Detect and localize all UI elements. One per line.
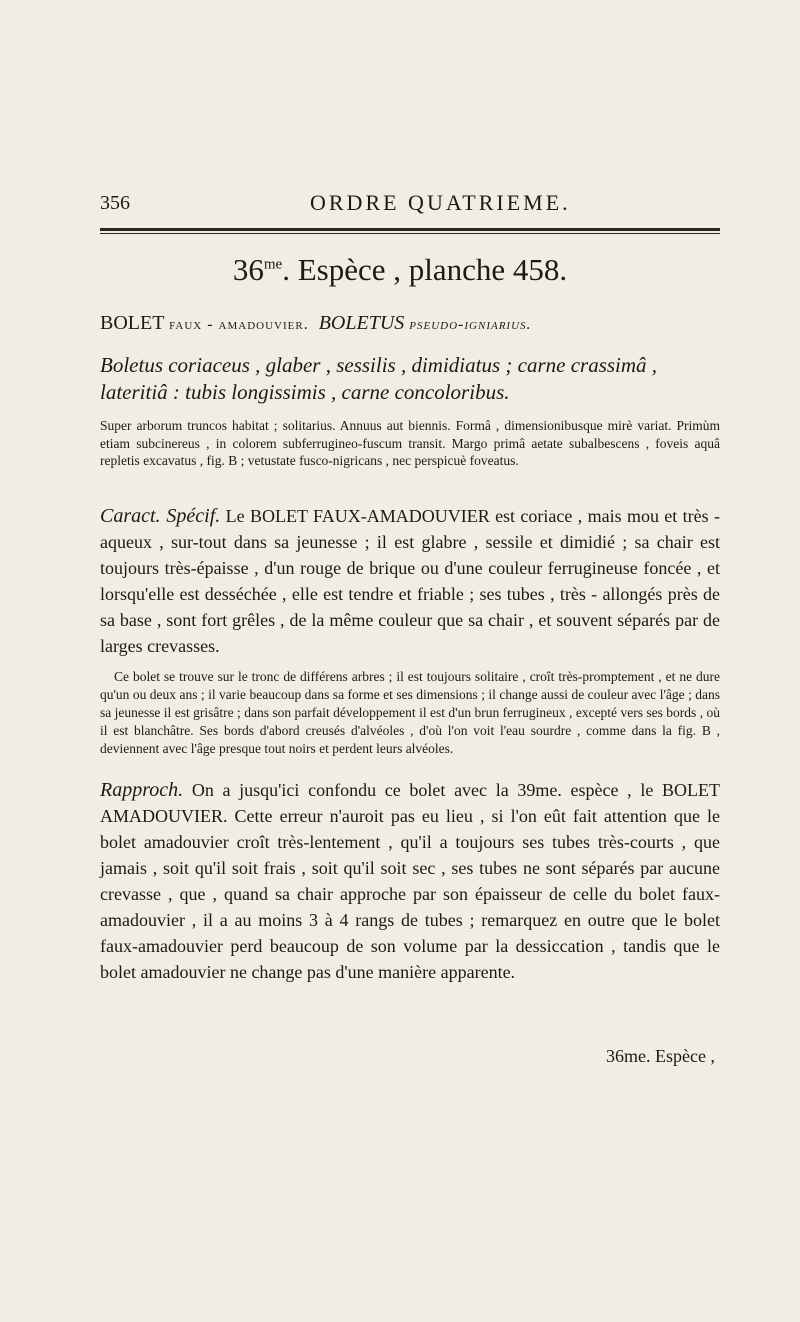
comparison-lead: Rapproch. bbox=[100, 779, 184, 801]
species-heading bbox=[0, 252, 800, 288]
species-french: faux - amadouvier. bbox=[169, 316, 309, 333]
species-heading-rest: . Espèce , planche 458. bbox=[282, 252, 568, 287]
page-header bbox=[100, 192, 720, 222]
page-number: 356 bbox=[100, 192, 130, 214]
catchword: 36me. Espèce , bbox=[606, 1046, 715, 1066]
header-rule-thick bbox=[100, 228, 720, 231]
comparison-text: On a jusqu'ici confondu ce bolet avec la 39me. espèce , le BOLET AMADOUVIER. Cette erreur n'auroit pas eu lieu , si l'on eût fait attention que le bolet amadouvier croît très-lentement , qu'il a toujours ses tubes très-courts , que jamais , soit qu'il soit frais , soit qu'il soit sec , ses tubes ne sont séparés par aucune crevasse , que , quand sa chair approche par son épaisseur de celle du bolet faux-amadouvier , il a au moins 3 à 4 rangs de tubes ; remarquez en outre que le bolet faux-amadouvier perd beaucoup de son volume par la dessiccation , tandis que le bolet amadouvier ne change pas d'une manière apparente. bbox=[100, 780, 721, 982]
header-rule-thin bbox=[100, 233, 720, 234]
genus-line bbox=[100, 312, 720, 335]
specific-characters-lead: Caract. Spécif. bbox=[100, 505, 221, 527]
running-head: ORDRE QUATRIEME. bbox=[310, 190, 571, 215]
species-latin: pseudo-igniarius. bbox=[409, 316, 532, 333]
genus-latin: BOLETUS bbox=[318, 312, 405, 334]
species-number: 36 bbox=[232, 252, 264, 287]
latin-note: Super arborum truncos habitat ; solitarius. Annuus aut biennis. Formâ , dimensionibusque mirè variat. Primùm etiam subcinereus , in colorem subferrugineo-fuscum transit. Margo primâ aetate subalbescens , foveis aquâ repletis excavatus , fig. B ; vetustate fusco-nigricans , nec perspicuè foveatus. bbox=[100, 418, 720, 468]
latin-diagnosis: Boletus coriaceus , glaber , sessilis , dimidiatus ; carne crassimâ , lateritiâ : tubis longissimis , carne concoloribus. bbox=[100, 353, 658, 404]
comparison-paragraph bbox=[100, 777, 720, 985]
specific-characters-paragraph bbox=[100, 503, 720, 659]
habitat-note: Ce bolet se trouve sur le tronc de différens arbres ; il est toujours solitaire , croît très-promptement , et ne dure qu'un ou deux ans ; il varie beaucoup dans sa forme et ses dimensions ; il change aussi de couleur avec l'âge ; dans sa jeunesse il est grisâtre ; dans son parfait développement il est d'un brun ferrugineux , excepté vers ses bords , où il est blanchâtre. Ses bords d'abord creusés d'alvéoles , d'où l'on voit l'eau sourdre , comme dans la fig. B , deviennent avec l'âge presque tout noirs et perdent leurs alvéoles. bbox=[100, 669, 720, 756]
genus-french: BOLET bbox=[100, 312, 165, 334]
specific-characters-text: Le BOLET FAUX-AMADOUVIER est coriace , mais mou et très - aqueux , sur-tout dans sa jeunesse ; il est glabre , sessile et dimidié ; sa chair est toujours très-épaisse , d'un rouge de brique ou d'une couleur ferrugineuse foncée , et lorsqu'elle est desséchée , elle est tendre et friable ; ses tubes , très - allongés près de sa base , sont fort grêles , de la même couleur que sa chair , et souvent séparés par de larges crevasses. bbox=[100, 506, 721, 656]
species-number-suffix: me bbox=[263, 256, 283, 273]
